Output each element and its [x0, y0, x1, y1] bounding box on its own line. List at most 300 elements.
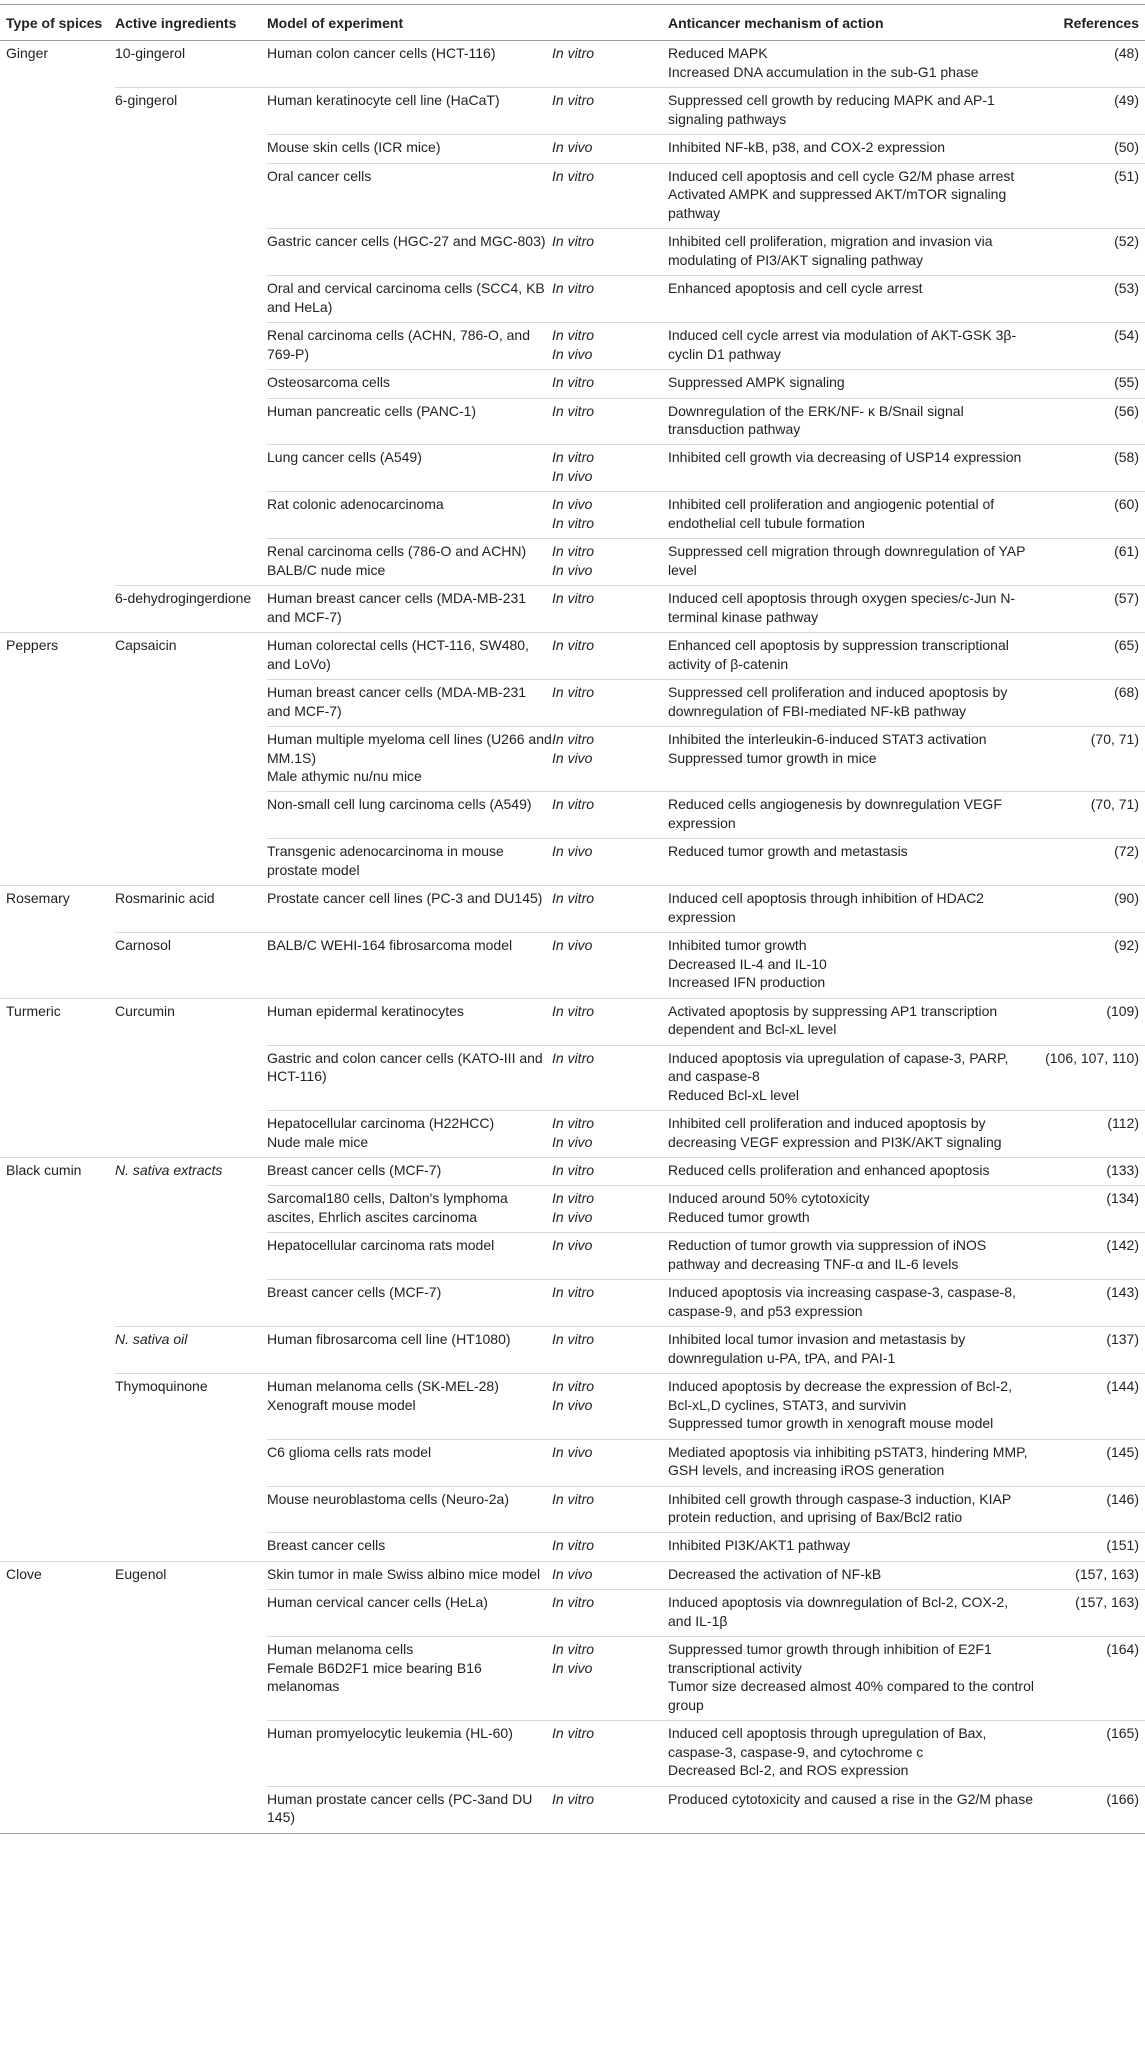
- study-stage-line: In vitro: [552, 514, 595, 531]
- active-ingredient-cell: [115, 727, 267, 792]
- model-cell: [267, 1374, 552, 1439]
- reference-cell: (58): [1035, 445, 1145, 492]
- table-header-row: [0, 5, 1145, 41]
- model-cell: [267, 370, 552, 398]
- mechanism-line: Induced cell apoptosis through oxygen species/c-Jun N-terminal kinase pathway: [668, 590, 1016, 625]
- model-cell: [267, 1486, 552, 1533]
- spice-type-cell: [0, 1721, 115, 1786]
- study-stage-cell: [552, 1280, 668, 1327]
- model-cell: [267, 1533, 552, 1561]
- active-ingredient-cell: Eugenol: [115, 1561, 267, 1589]
- mechanism-cell: [668, 492, 1035, 539]
- model-line: Human melanoma cells: [267, 1641, 414, 1658]
- mechanism-cell: [668, 1561, 1035, 1589]
- active-ingredient-cell: [115, 229, 267, 276]
- mechanism-cell: [668, 1721, 1035, 1786]
- spice-type-cell: [0, 1233, 115, 1280]
- study-stage-cell: [552, 1533, 668, 1561]
- model-cell: [267, 1186, 552, 1233]
- model-cell: [267, 1157, 552, 1185]
- study-stage-line: In vitro: [552, 1725, 595, 1742]
- study-stage-line: In vitro: [552, 280, 595, 297]
- study-stage-cell: [552, 323, 668, 370]
- table-row: [0, 163, 1145, 228]
- model-cell: [267, 633, 552, 680]
- mechanism-line: Induced cell apoptosis through upregulation of Bax, caspase-3, caspase-9, and cytochrome c: [668, 1725, 987, 1760]
- reference-cell: (68): [1035, 680, 1145, 727]
- model-cell: [267, 445, 552, 492]
- active-ingredient-cell: 10-gingerol: [115, 41, 267, 88]
- model-line: Non-small cell lung carcinoma cells (A549): [267, 796, 532, 813]
- model-cell: [267, 398, 552, 445]
- mechanism-line: Activated AMPK and suppressed AKT/mTOR signaling pathway: [668, 186, 1007, 221]
- study-stage-line: In vitro: [552, 402, 595, 419]
- spice-type-cell: [0, 1327, 115, 1374]
- header-type-of-spices: Type of spices: [0, 5, 115, 41]
- model-cell: [267, 41, 552, 88]
- spice-type-cell: [0, 792, 115, 839]
- model-line: Transgenic adenocarcinoma in mouse prostate model: [267, 843, 504, 878]
- active-ingredient-cell: [115, 1439, 267, 1486]
- model-line: Rat colonic adenocarcinoma: [267, 496, 444, 513]
- study-stage-line: In vitro: [552, 731, 595, 748]
- model-cell: [267, 1439, 552, 1486]
- reference-cell: (106, 107, 110): [1035, 1045, 1145, 1110]
- active-ingredient-cell: N. sativa oil: [115, 1327, 267, 1374]
- model-line: Renal carcinoma cells (786-O and ACHN): [267, 543, 527, 560]
- spice-type-cell: [0, 1786, 115, 1833]
- study-stage-cell: [552, 1561, 668, 1589]
- spice-type-cell: [0, 1637, 115, 1721]
- study-stage-line: In vitro: [552, 590, 595, 607]
- study-stage-cell: [552, 88, 668, 135]
- study-stage-cell: [552, 998, 668, 1045]
- study-stage-line: In vitro: [552, 1002, 595, 1019]
- study-stage-line: In vivo: [552, 1659, 593, 1676]
- table-row: [0, 276, 1145, 323]
- mechanism-line: Decreased the activation of NF-kB: [668, 1565, 882, 1582]
- reference-cell: (143): [1035, 1280, 1145, 1327]
- reference-cell: (142): [1035, 1233, 1145, 1280]
- reference-cell: (70, 71): [1035, 792, 1145, 839]
- spice-type-cell: [0, 1486, 115, 1533]
- model-line: Human fibrosarcoma cell line (HT1080): [267, 1331, 511, 1348]
- model-line: Mouse skin cells (ICR mice): [267, 139, 441, 156]
- table-row: [0, 1721, 1145, 1786]
- mechanism-line: Suppressed tumor growth in xenograft mouse model: [668, 1415, 994, 1432]
- spice-type-cell: [0, 492, 115, 539]
- mechanism-cell: [668, 633, 1035, 680]
- spices-anticancer-table: [0, 4, 1145, 1834]
- spice-type-cell: [0, 445, 115, 492]
- study-stage-line: In vitro: [552, 637, 595, 654]
- reference-cell: (157, 163): [1035, 1561, 1145, 1589]
- spice-type-cell: [0, 276, 115, 323]
- spice-type-cell: [0, 1045, 115, 1110]
- header-mechanism: Anticancer mechanism of action: [668, 5, 1035, 41]
- reference-cell: (165): [1035, 1721, 1145, 1786]
- reference-cell: (144): [1035, 1374, 1145, 1439]
- mechanism-cell: [668, 276, 1035, 323]
- spice-type-cell: [0, 229, 115, 276]
- table-row: [0, 839, 1145, 886]
- mechanism-line: Reduced cells angiogenesis by downregulation VEGF expression: [668, 796, 1002, 831]
- study-stage-cell: [552, 839, 668, 886]
- model-line: Human colon cancer cells (HCT-116): [267, 45, 496, 62]
- model-line: Gastric cancer cells (HGC-27 and MGC-803): [267, 233, 546, 250]
- model-line: Hepatocellular carcinoma rats model: [267, 1237, 495, 1254]
- study-stage-cell: [552, 1233, 668, 1280]
- study-stage-line: In vivo: [552, 749, 593, 766]
- spice-type-cell: [0, 1374, 115, 1439]
- header-stage-blank: [552, 5, 668, 41]
- active-ingredient-cell: [115, 1486, 267, 1533]
- mechanism-line: Induced cell apoptosis through inhibition of HDAC2 expression: [668, 890, 984, 925]
- spice-type-cell: [0, 323, 115, 370]
- reference-cell: (65): [1035, 633, 1145, 680]
- table-row: [0, 88, 1145, 135]
- model-cell: [267, 998, 552, 1045]
- active-ingredient-cell: [115, 1045, 267, 1110]
- table-row: [0, 398, 1145, 445]
- spice-type-cell: [0, 1439, 115, 1486]
- study-stage-line: In vivo: [552, 139, 593, 156]
- active-ingredient-cell: [115, 1280, 267, 1327]
- spice-type-cell: [0, 539, 115, 586]
- study-stage-cell: [552, 41, 668, 88]
- model-line: Human colorectal cells (HCT-116, SW480, and LoVo): [267, 637, 529, 672]
- model-line: Male athymic nu/nu mice: [267, 768, 422, 784]
- table-row: [0, 680, 1145, 727]
- table-row: [0, 1786, 1145, 1833]
- mechanism-line: Reduced tumor growth and metastasis: [668, 843, 908, 860]
- model-line: Sarcomal180 cells, Dalton's lymphoma ascites, Ehrlich ascites carcinoma: [267, 1190, 508, 1225]
- study-stage-cell: [552, 539, 668, 586]
- mechanism-line: Reduced tumor growth: [668, 1208, 810, 1225]
- model-line: Mouse neuroblastoma cells (Neuro-2a): [267, 1490, 509, 1507]
- reference-cell: (133): [1035, 1157, 1145, 1185]
- table-row: [0, 886, 1145, 933]
- study-stage-line: In vivo: [552, 937, 593, 954]
- study-stage-cell: [552, 1786, 668, 1833]
- model-line: Oral cancer cells: [267, 167, 372, 184]
- study-stage-line: In vivo: [552, 467, 593, 484]
- reference-cell: (72): [1035, 839, 1145, 886]
- table-row: [0, 1233, 1145, 1280]
- mechanism-line: Reduced Bcl-xL level: [668, 1086, 799, 1103]
- mechanism-line: Induced apoptosis via downregulation of Bcl-2, COX-2, and IL-1β: [668, 1594, 1009, 1629]
- model-line: Breast cancer cells (MCF-7): [267, 1161, 442, 1178]
- model-line: Female B6D2F1 mice bearing B16 melanomas: [267, 1659, 482, 1695]
- model-line: C6 glioma cells rats model: [267, 1443, 432, 1460]
- study-stage-cell: [552, 586, 668, 633]
- study-stage-line: In vivo: [552, 496, 593, 513]
- study-stage-cell: [552, 229, 668, 276]
- model-cell: [267, 1111, 552, 1158]
- table-row: [0, 1439, 1145, 1486]
- mechanism-cell: [668, 1486, 1035, 1533]
- reference-cell: (53): [1035, 276, 1145, 323]
- active-ingredient-cell: Rosmarinic acid: [115, 886, 267, 933]
- model-line: Osteosarcoma cells: [267, 374, 390, 391]
- spice-type-cell: [0, 135, 115, 163]
- mechanism-line: Suppressed tumor growth in mice: [668, 749, 877, 766]
- mechanism-line: Inhibited NF-kB, p38, and COX-2 expression: [668, 139, 946, 156]
- table-row: [0, 229, 1145, 276]
- active-ingredient-cell: Curcumin: [115, 998, 267, 1045]
- spice-type-cell: [0, 88, 115, 135]
- active-ingredient-cell: Capsaicin: [115, 633, 267, 680]
- reference-cell: (61): [1035, 539, 1145, 586]
- mechanism-line: Activated apoptosis by suppressing AP1 transcription dependent and Bcl-xL level: [668, 1002, 998, 1038]
- model-cell: [267, 1637, 552, 1721]
- model-line: Xenograft mouse model: [267, 1396, 416, 1413]
- model-line: Lung cancer cells (A549): [267, 449, 422, 466]
- study-stage-cell: [552, 1111, 668, 1158]
- study-stage-line: In vitro: [552, 45, 595, 62]
- study-stage-cell: [552, 1186, 668, 1233]
- mechanism-line: Produced cytotoxicity and caused a rise in the G2/M phase: [668, 1790, 1033, 1807]
- study-stage-line: In vivo: [552, 1237, 593, 1254]
- table-row: [0, 1374, 1145, 1439]
- study-stage-line: In vivo: [552, 1133, 593, 1150]
- study-stage-cell: [552, 1590, 668, 1637]
- model-cell: [267, 323, 552, 370]
- model-line: BALB/C nude mice: [267, 561, 386, 578]
- model-line: Prostate cancer cell lines (PC-3 and DU145): [267, 890, 543, 907]
- spice-type-cell: [0, 680, 115, 727]
- table-row: [0, 1590, 1145, 1637]
- active-ingredient-cell: Thymoquinone: [115, 1374, 267, 1439]
- table-row: [0, 323, 1145, 370]
- mechanism-line: Inhibited local tumor invasion and metastasis by downregulation u-PA, tPA, and PAI-1: [668, 1331, 966, 1366]
- study-stage-cell: [552, 1439, 668, 1486]
- active-ingredient-cell: [115, 1590, 267, 1637]
- mechanism-cell: [668, 1045, 1035, 1110]
- reference-cell: (57): [1035, 586, 1145, 633]
- active-ingredient-cell: N. sativa extracts: [115, 1157, 267, 1185]
- active-ingredient-cell: [115, 792, 267, 839]
- reference-cell: (137): [1035, 1327, 1145, 1374]
- spice-type-cell: [0, 586, 115, 633]
- table-row: [0, 727, 1145, 792]
- reference-cell: (55): [1035, 370, 1145, 398]
- mechanism-cell: [668, 1590, 1035, 1637]
- active-ingredient-cell: [115, 539, 267, 586]
- model-cell: [267, 135, 552, 163]
- active-ingredient-cell: Carnosol: [115, 933, 267, 998]
- header-active-ingredients: Active ingredients: [115, 5, 267, 41]
- table-body: [0, 41, 1145, 1833]
- table-row: [0, 445, 1145, 492]
- study-stage-line: In vivo: [552, 561, 593, 578]
- mechanism-line: Suppressed cell proliferation and induced apoptosis by downregulation of FBI-mediated NF-kB pathway: [668, 684, 1008, 719]
- table-row: [0, 1186, 1145, 1233]
- study-stage-cell: [552, 163, 668, 228]
- study-stage-line: In vitro: [552, 1049, 595, 1066]
- model-cell: [267, 163, 552, 228]
- active-ingredient-cell: [115, 680, 267, 727]
- study-stage-cell: [552, 792, 668, 839]
- spice-type-cell: [0, 1280, 115, 1327]
- mechanism-cell: [668, 539, 1035, 586]
- mechanism-line: Enhanced apoptosis and cell cycle arrest: [668, 280, 923, 297]
- spice-type-cell: [0, 839, 115, 886]
- mechanism-cell: [668, 586, 1035, 633]
- active-ingredient-cell: [115, 1786, 267, 1833]
- reference-cell: (52): [1035, 229, 1145, 276]
- model-line: Hepatocellular carcinoma (H22HCC): [267, 1115, 495, 1132]
- study-stage-line: In vitro: [552, 1790, 595, 1807]
- reference-cell: (48): [1035, 41, 1145, 88]
- model-line: Human multiple myeloma cell lines (U266 and MM.1S): [267, 731, 552, 766]
- mechanism-cell: [668, 135, 1035, 163]
- model-cell: [267, 1045, 552, 1110]
- mechanism-line: Downregulation of the ERK/NF- κ B/Snail signal transduction pathway: [668, 402, 964, 437]
- mechanism-cell: [668, 680, 1035, 727]
- active-ingredient-cell: 6-dehydrogingerdione: [115, 586, 267, 633]
- reference-cell: (134): [1035, 1186, 1145, 1233]
- reference-cell: (157, 163): [1035, 1590, 1145, 1637]
- study-stage-cell: [552, 1637, 668, 1721]
- mechanism-cell: [668, 1637, 1035, 1721]
- study-stage-cell: [552, 727, 668, 792]
- table-row: [0, 1327, 1145, 1374]
- mechanism-cell: [668, 1439, 1035, 1486]
- study-stage-line: In vitro: [552, 890, 595, 907]
- mechanism-line: Inhibited cell growth through caspase-3 induction, KIAP protein reduction, and uprising of Bax/Bcl2 ratio: [668, 1490, 1011, 1525]
- active-ingredient-cell: [115, 370, 267, 398]
- study-stage-cell: [552, 1157, 668, 1185]
- study-stage-line: In vitro: [552, 92, 595, 109]
- model-line: Skin tumor in male Swiss albino mice model: [267, 1565, 541, 1582]
- mechanism-line: Inhibited cell proliferation and induced apoptosis by decreasing VEGF expression and PI3K/AKT signaling: [668, 1115, 1002, 1150]
- model-line: Breast cancer cells: [267, 1537, 386, 1554]
- spice-type-cell: Ginger: [0, 41, 115, 88]
- study-stage-line: In vitro: [552, 167, 595, 184]
- reference-cell: (49): [1035, 88, 1145, 135]
- mechanism-line: Reduction of tumor growth via suppression of iNOS pathway and decreasing TNF-α and IL-6 levels: [668, 1237, 987, 1272]
- table-row: [0, 998, 1145, 1045]
- model-line: Gastric and colon cancer cells (KATO-III and HCT-116): [267, 1049, 543, 1085]
- table-row: [0, 41, 1145, 88]
- table-row: [0, 1533, 1145, 1561]
- study-stage-cell: [552, 135, 668, 163]
- active-ingredient-cell: [115, 163, 267, 228]
- model-cell: [267, 1561, 552, 1589]
- spice-type-cell: Clove: [0, 1561, 115, 1589]
- active-ingredient-cell: [115, 398, 267, 445]
- study-stage-cell: [552, 1045, 668, 1110]
- spice-type-cell: [0, 163, 115, 228]
- reference-cell: (164): [1035, 1637, 1145, 1721]
- study-stage-line: In vitro: [552, 374, 595, 391]
- mechanism-line: Suppressed cell growth by reducing MAPK and AP-1 signaling pathways: [668, 92, 995, 127]
- spice-type-cell: Rosemary: [0, 886, 115, 933]
- spice-type-cell: Black cumin: [0, 1157, 115, 1185]
- model-cell: [267, 727, 552, 792]
- mechanism-line: Induced apoptosis via increasing caspase-3, caspase-8, caspase-9, and p53 expression: [668, 1284, 1016, 1319]
- study-stage-cell: [552, 1486, 668, 1533]
- study-stage-line: In vitro: [552, 1490, 595, 1507]
- mechanism-cell: [668, 1533, 1035, 1561]
- model-line: Oral and cervical carcinoma cells (SCC4, KB and HeLa): [267, 280, 545, 315]
- table-row: [0, 586, 1145, 633]
- mechanism-cell: [668, 41, 1035, 88]
- mechanism-line: Inhibited cell proliferation and angiogenic potential of endothelial cell tubule formation: [668, 496, 995, 531]
- model-cell: [267, 1590, 552, 1637]
- model-cell: [267, 88, 552, 135]
- study-stage-line: In vitro: [552, 684, 595, 701]
- model-line: Human promyelocytic leukemia (HL-60): [267, 1725, 513, 1742]
- spice-type-cell: [0, 398, 115, 445]
- model-cell: [267, 933, 552, 998]
- mechanism-line: Inhibited cell growth via decreasing of USP14 expression: [668, 449, 1022, 466]
- mechanism-cell: [668, 88, 1035, 135]
- study-stage-line: In vitro: [552, 327, 595, 344]
- model-line: Breast cancer cells (MCF-7): [267, 1284, 442, 1301]
- mechanism-line: Enhanced cell apoptosis by suppression transcriptional activity of β-catenin: [668, 637, 1009, 672]
- mechanism-cell: [668, 998, 1035, 1045]
- mechanism-line: Decreased IL-4 and IL-10: [668, 955, 827, 972]
- study-stage-line: In vitro: [552, 1115, 595, 1132]
- mechanism-line: Suppressed AMPK signaling: [668, 374, 845, 391]
- reference-cell: (60): [1035, 492, 1145, 539]
- study-stage-cell: [552, 398, 668, 445]
- model-cell: [267, 839, 552, 886]
- study-stage-line: In vitro: [552, 1190, 595, 1207]
- mechanism-cell: [668, 323, 1035, 370]
- model-cell: [267, 1721, 552, 1786]
- mechanism-cell: [668, 886, 1035, 933]
- mechanism-line: Induced cell apoptosis and cell cycle G2/M phase arrest: [668, 167, 1015, 184]
- mechanism-cell: [668, 1186, 1035, 1233]
- model-line: Human breast cancer cells (MDA-MB-231 and MCF-7): [267, 684, 527, 719]
- table-row: [0, 370, 1145, 398]
- mechanism-line: Suppressed tumor growth through inhibition of E2F1 transcriptional activity: [668, 1641, 992, 1676]
- study-stage-cell: [552, 1721, 668, 1786]
- table-row: [0, 1280, 1145, 1327]
- mechanism-cell: [668, 792, 1035, 839]
- mechanism-line: Induced around 50% cytotoxicity: [668, 1190, 870, 1207]
- model-line: BALB/C WEHI-164 fibrosarcoma model: [267, 937, 513, 954]
- mechanism-line: Increased DNA accumulation in the sub-G1 phase: [668, 63, 979, 80]
- reference-cell: (54): [1035, 323, 1145, 370]
- active-ingredient-cell: [115, 1233, 267, 1280]
- study-stage-line: In vitro: [552, 1284, 595, 1301]
- study-stage-cell: [552, 1327, 668, 1374]
- mechanism-line: Induced apoptosis by decrease the expression of Bcl-2, Bcl-xL,D cyclines, STAT3, and survivin: [668, 1378, 1012, 1413]
- table-row: [0, 1157, 1145, 1185]
- table-row: [0, 492, 1145, 539]
- study-stage-line: In vitro: [552, 1641, 595, 1658]
- model-cell: [267, 1786, 552, 1833]
- mechanism-line: Inhibited cell proliferation, migration and invasion via modulating of PI3/AKT signaling pathway: [668, 233, 993, 268]
- table-row: [0, 1111, 1145, 1158]
- mechanism-line: Increased IFN production: [668, 974, 826, 991]
- mechanism-cell: [668, 445, 1035, 492]
- spice-type-cell: [0, 1590, 115, 1637]
- model-cell: [267, 586, 552, 633]
- mechanism-line: Decreased Bcl-2, and ROS expression: [668, 1762, 909, 1779]
- table-row: [0, 1045, 1145, 1110]
- spice-type-cell: Peppers: [0, 633, 115, 680]
- mechanism-line: Suppressed cell migration through downregulation of YAP level: [668, 543, 1026, 578]
- study-stage-line: In vitro: [552, 543, 595, 560]
- study-stage-cell: [552, 492, 668, 539]
- mechanism-cell: [668, 163, 1035, 228]
- reference-cell: (56): [1035, 398, 1145, 445]
